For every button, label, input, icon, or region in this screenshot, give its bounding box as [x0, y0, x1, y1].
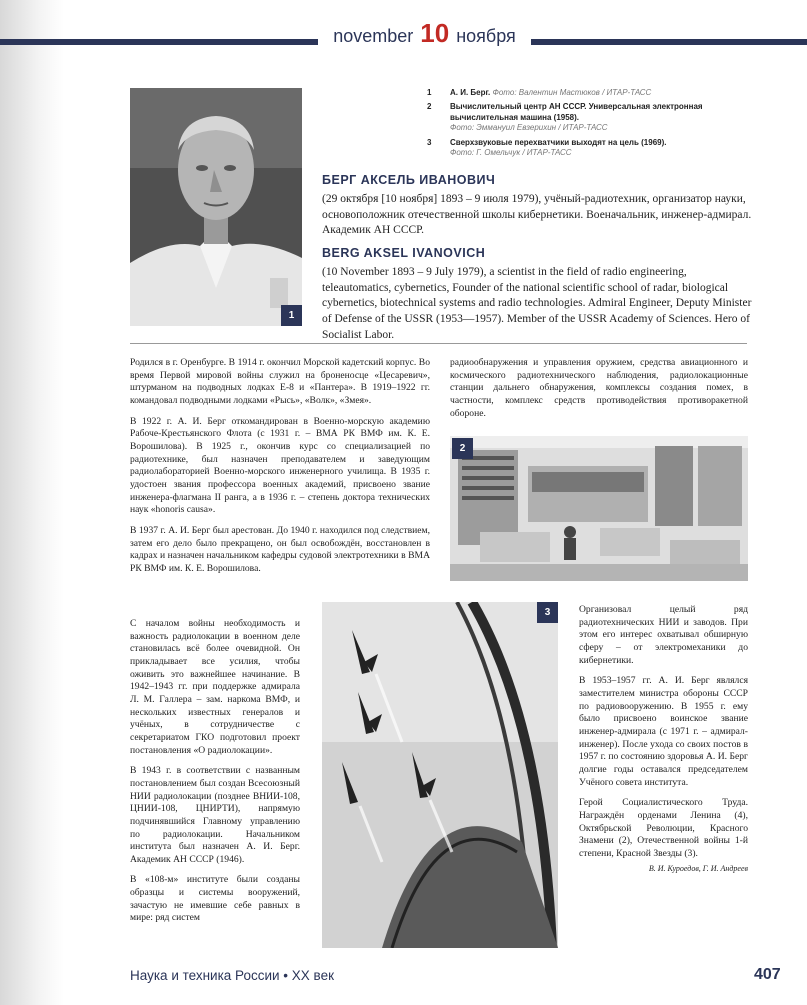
bio-name-ru: БЕРГ АКСЕЛЬ ИВАНОВИЧ [322, 173, 496, 187]
paragraph: В 1943 г. в соответствии с названным постановлением был создан Всесоюзный НИИ радиолокации (позднее ВНИИ-108, ЦНИИ-108, ЦНИРТИ), напрямую подчинявшийся Главному управлению по радиолокации. Начальником института был назначен А. И. Берг. Академик АН СССР (1946). [130, 765, 300, 865]
paragraph: В «108-м» институте были созданы образцы и системы вооружений, зачастую не имевшие себе равных в мире: ряд систем [130, 874, 300, 924]
page-spine-shadow [0, 0, 64, 1005]
photo-captions [427, 88, 737, 162]
text-column-1b [130, 618, 300, 933]
computer-center-photo [450, 436, 748, 581]
page-number: 407 [754, 966, 781, 983]
bio-text-en: (10 November 1893 – 9 July 1979), a scientist in the field of radio engineering, teleautomatics, cybernetics, Founder of the national scientific school of radar, biological cybernetics, biotechnical systems and radio technologies. Admiral Engineer, Deputy Minister of Defense of the USSR (1953—1957). Member of the USSR Academy of Sciences. Hero of Socialist Labor. [322, 266, 752, 341]
caption-number: 2 [427, 102, 432, 112]
bio-text-ru: (29 октября [10 ноября] 1893 – 9 июля 1979), учёный-радиотехник, организатор науки, основоположник отечественной школы кибернетики. Военачальник, инженер-адмирал. Академик АН СССР. [322, 193, 752, 237]
caption-item [427, 88, 737, 98]
bio-english [322, 246, 752, 343]
paragraph: В 1922 г. А. И. Берг откомандирован в Военно-морскую академию Рабоче-Крестьянского Флота (с 1931 г. – ВМА РК ВМФ им. К. Е. Ворошилова). В 1925 г., окончив курс со специализацией по радиотехнике, был назначен преподавателем и заведующим радиолабораторией Военно-морского инженерного училища. В 1935 г. удостоен звания профессора военных академий, присвоено звание инженера-флагмана II ранга, а в 1936 г. – степень доктора технических наук «honoris causa». [130, 415, 430, 516]
caption-credit: Фото: Валентин Мастюков / ИТАР-ТАСС [492, 88, 652, 97]
footer-title: Наука и техника России • XX век [130, 968, 334, 983]
paragraph: С началом войны необходимость и важность радиолокации в военном деле становилась всё более очевидной. Он прикладывает все усилия, чтобы оживить это важнейшее начинание. В 1942–1943 гг. при поддержке адмирала Л. М. Галлера – зам. наркома ВМФ, и нескольких известных генералов и учёных, в сотрудничестве с секретариатом ГКО подготовил проект постановления «О радиолокации». [130, 618, 300, 756]
paragraph: Герой Социалистического Труда. Награждён орденами Ленина (4), Октябрьской Революции, Красного Знамени (2), Отечественной войны 1-й степени, Красной Звезды (3). [579, 797, 748, 859]
date-header [318, 18, 531, 49]
caption-text: А. И. Берг. [450, 88, 491, 97]
paragraph: радиообнаружения и управления оружием, средства авиационного и космического радиотехнического наблюдения, радиолокационные станции дальнего обнаружения, комплексы создания помех, в частности, комплекс средств противодействия противоракетной обороне. [450, 357, 748, 419]
section-divider [130, 343, 747, 344]
portrait-illustration [130, 88, 302, 326]
paragraph: Родился в г. Оренбурге. В 1914 г. окончил Морской кадетский корпус. Во время Первой мировой войны служил на броненосце «Цесаревич», штурманом на подводных лодках Е-8 и «Пантера». В 1919–1922 гг. командовал подводными лодками «Рысь», «Волк», «Змея». [130, 357, 430, 406]
interceptors-photo [322, 602, 558, 948]
text-column-3 [579, 604, 748, 883]
paragraph: Организовал целый ряд радиотехнических НИИ и заводов. При этом его интерес охватывал обширную сферу – от электромеханики до кибернетики. [579, 604, 748, 666]
caption-text: Сверхзвуковые перехватчики выходят на цель (1969). [450, 137, 667, 147]
interceptors-illustration [322, 602, 558, 948]
paragraph: В 1937 г. А. И. Берг был арестован. До 1940 г. находился под следствием, затем его дело было прекращено, он был освобождён, восстановлен в кадрах и назначен начальником кафедры судовой электротехники в ВМА РК ВМФ им. К. Е. Ворошилова. [130, 524, 430, 574]
caption-text: Вычислительный центр АН СССР. Универсальная электронная вычислительная машина (1958). [450, 102, 703, 122]
paragraph: В 1953–1957 гг. А. И. Берг являлся заместителем министра обороны СССР по радиовооружению. В 1955 г. ему было присвоено воинское звание инженер-адмирала (с 1971 г. – адмирал-инженер). После ухода со своих постов в 1957 г. по состоянию здоровья А. И. Берг долгие годы оставался председателем Учёного совета института. [579, 675, 748, 788]
month-en: november [333, 26, 414, 46]
caption-item [427, 138, 737, 159]
photo-badge-1: 1 [281, 305, 302, 326]
author-signature: В. И. Куроедов, Г. И. Андреев [648, 864, 748, 874]
caption-number: 1 [427, 88, 432, 97]
bio-russian [322, 173, 752, 239]
day-number: 10 [420, 18, 450, 48]
photo-badge-2: 2 [452, 438, 473, 459]
caption-number: 3 [427, 137, 432, 147]
header-rule-left [0, 39, 318, 45]
bio-name-en: BERG AKSEL IVANOVICH [322, 246, 486, 260]
photo-badge-3: 3 [537, 602, 558, 623]
text-column-2 [450, 357, 748, 428]
text-column-1a [130, 357, 430, 584]
caption-credit: Фото: Г. Омельчук / ИТАР-ТАСС [450, 147, 572, 157]
caption-credit: Фото: Эммануил Евзерихин / ИТАР-ТАСС [450, 123, 608, 133]
caption-item [427, 102, 737, 133]
month-ru: ноября [456, 26, 516, 46]
header-rule-right [531, 39, 807, 45]
computer-center-illustration [450, 436, 748, 581]
portrait-photo [130, 88, 302, 326]
